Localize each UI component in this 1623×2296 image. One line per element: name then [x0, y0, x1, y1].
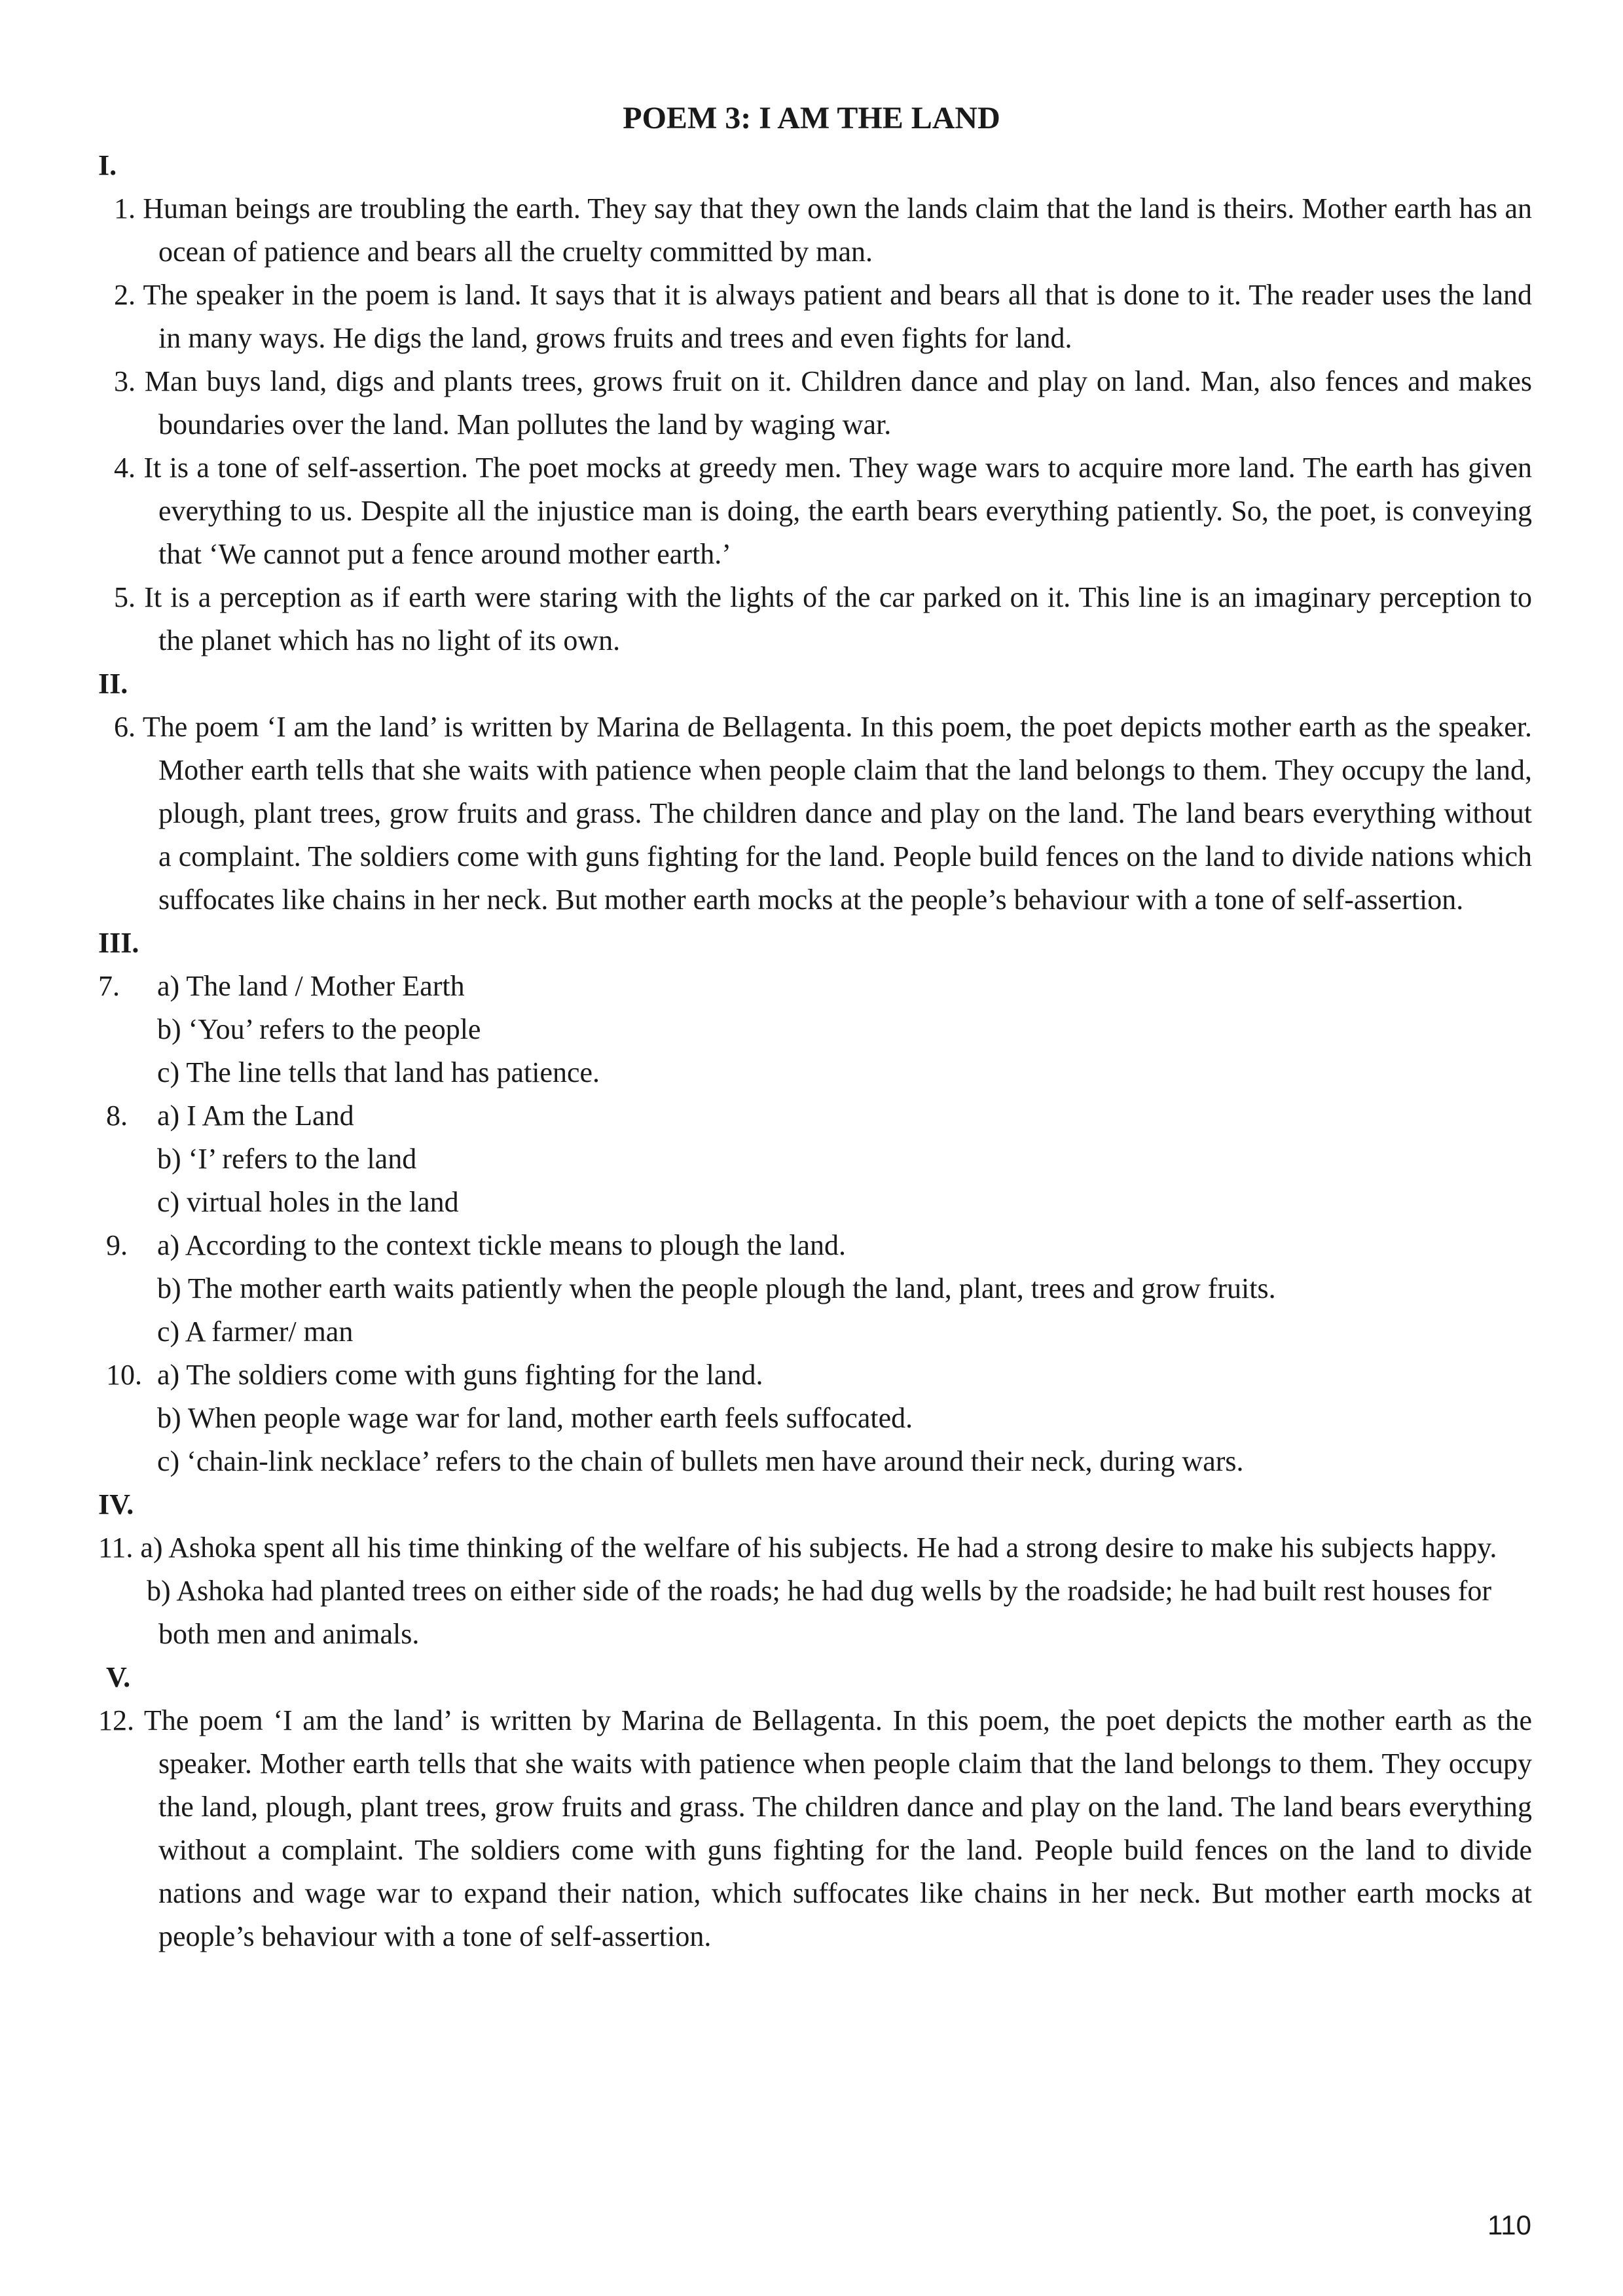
answer-6: 6. The poem ‘I am the land’ is written by Marina de Bellagenta. In this poem, the poet depicts mother earth as the speaker. Mother earth tells that she waits with patience when people claim that the land belongs to them. They occupy the land, plough, plant trees, grow fruits and grass. The children dance and play on the land. The land bears everything without a complaint. The soldiers come with guns fighting for the land. People build fences on the land to divide nations which suffocates like chains in her neck. But mother earth mocks at the people’s behaviour with a tone of self-assertion.: [114, 711, 1532, 916]
answer-10-b: b) When people wage war for land, mother earth feels suffocated.: [157, 1402, 913, 1434]
answer-9-b: b) The mother earth waits patiently when the people plough the land, plant, trees and grow fruits.: [157, 1272, 1276, 1304]
answer-8-a: a) I Am the Land: [157, 1100, 354, 1132]
answer-5: 5. It is a perception as if earth were staring with the lights of the car parked on it. This line is an imaginary perception to the planet which has no light of its own.: [114, 581, 1532, 656]
answer-10-a: a) The soldiers come with guns fighting for the land.: [157, 1359, 763, 1391]
section-heading-iii: III.: [98, 927, 139, 959]
answer-4: 4. It is a tone of self-assertion. The poet mocks at greedy men. They wage wars to acquire more land. The earth has given everything to us. Despite all the injustice man is doing, the earth bears everything patiently. So, the poet, is conveying that ‘We cannot put a fence around mother earth.’: [114, 452, 1532, 570]
section-heading-v: V.: [106, 1661, 131, 1693]
answer-10-a-row: [98, 1354, 1532, 1397]
answer-10-number: 10.: [106, 1359, 142, 1391]
answer-content: [98, 144, 1532, 1958]
answer-9-c: c) A farmer/ man: [157, 1316, 354, 1348]
answer-8-c: c) virtual holes in the land: [157, 1186, 459, 1218]
page-number: 110: [1487, 2210, 1531, 2240]
answer-10-c: c) ‘chain-link necklace’ refers to the chain of bullets men have around their neck, during wars.: [157, 1445, 1244, 1477]
answer-9-number: 9.: [106, 1229, 128, 1261]
answer-7-a: a) The land / Mother Earth: [157, 970, 465, 1002]
answer-8-a-row: [98, 1094, 1532, 1138]
answer-7-a-row: [98, 965, 1532, 1008]
answer-11-b: b) Ashoka had planted trees on either side of the roads; he had dug wells by the roadside; he had built rest houses for both men and animals.: [147, 1575, 1492, 1650]
page-title: POEM 3: I AM THE LAND: [623, 101, 1000, 135]
answer-8-number: 8.: [106, 1100, 128, 1132]
answer-7-b: b) ‘You’ refers to the people: [157, 1013, 481, 1045]
section-heading-i: I.: [98, 149, 117, 181]
answer-1: 1. Human beings are troubling the earth. They say that they own the lands claim that the land is theirs. Mother earth has an ocean of patience and bears all the cruelty committed by man.: [114, 192, 1532, 268]
section-heading-ii: II.: [98, 668, 128, 700]
answer-12: 12. The poem ‘I am the land’ is written by Marina de Bellagenta. In this poem, the poet depicts the mother earth as the speaker. Mother earth tells that she waits with patience when people claim that the land belongs to them. They occupy the land, plough, plant trees, grow fruits and grass. The children dance and play on the land. The land bears everything without a complaint. The soldiers come with guns fighting for the land. People build fences on the land to divide nations and wage war to expand their nation, which suffocates like chains in her neck. But mother earth mocks at people’s behaviour with a tone of self-assertion.: [98, 1704, 1532, 1952]
answer-7-c: c) The line tells that land has patience.: [157, 1056, 600, 1088]
section-heading-iv: IV.: [98, 1488, 134, 1520]
answer-7-number: 7.: [98, 970, 120, 1002]
answer-8-b: b) ‘I’ refers to the land: [157, 1143, 417, 1175]
answer-9-a: a) According to the context tickle means to plough the land.: [157, 1229, 847, 1261]
answer-11-a: 11. a) Ashoka spent all his time thinking of the welfare of his subjects. He had a strong desire to make his subjects happy.: [98, 1532, 1497, 1564]
answer-3: 3. Man buys land, digs and plants trees, grows fruit on it. Children dance and play on land. Man, also fences and makes boundaries over the land. Man pollutes the land by waging war.: [114, 365, 1532, 440]
answer-2: 2. The speaker in the poem is land. It says that it is always patient and bears all that is done to it. The reader uses the land in many ways. He digs the land, grows fruits and trees and even fights for land.: [114, 279, 1532, 354]
answer-9-a-row: [98, 1224, 1532, 1267]
